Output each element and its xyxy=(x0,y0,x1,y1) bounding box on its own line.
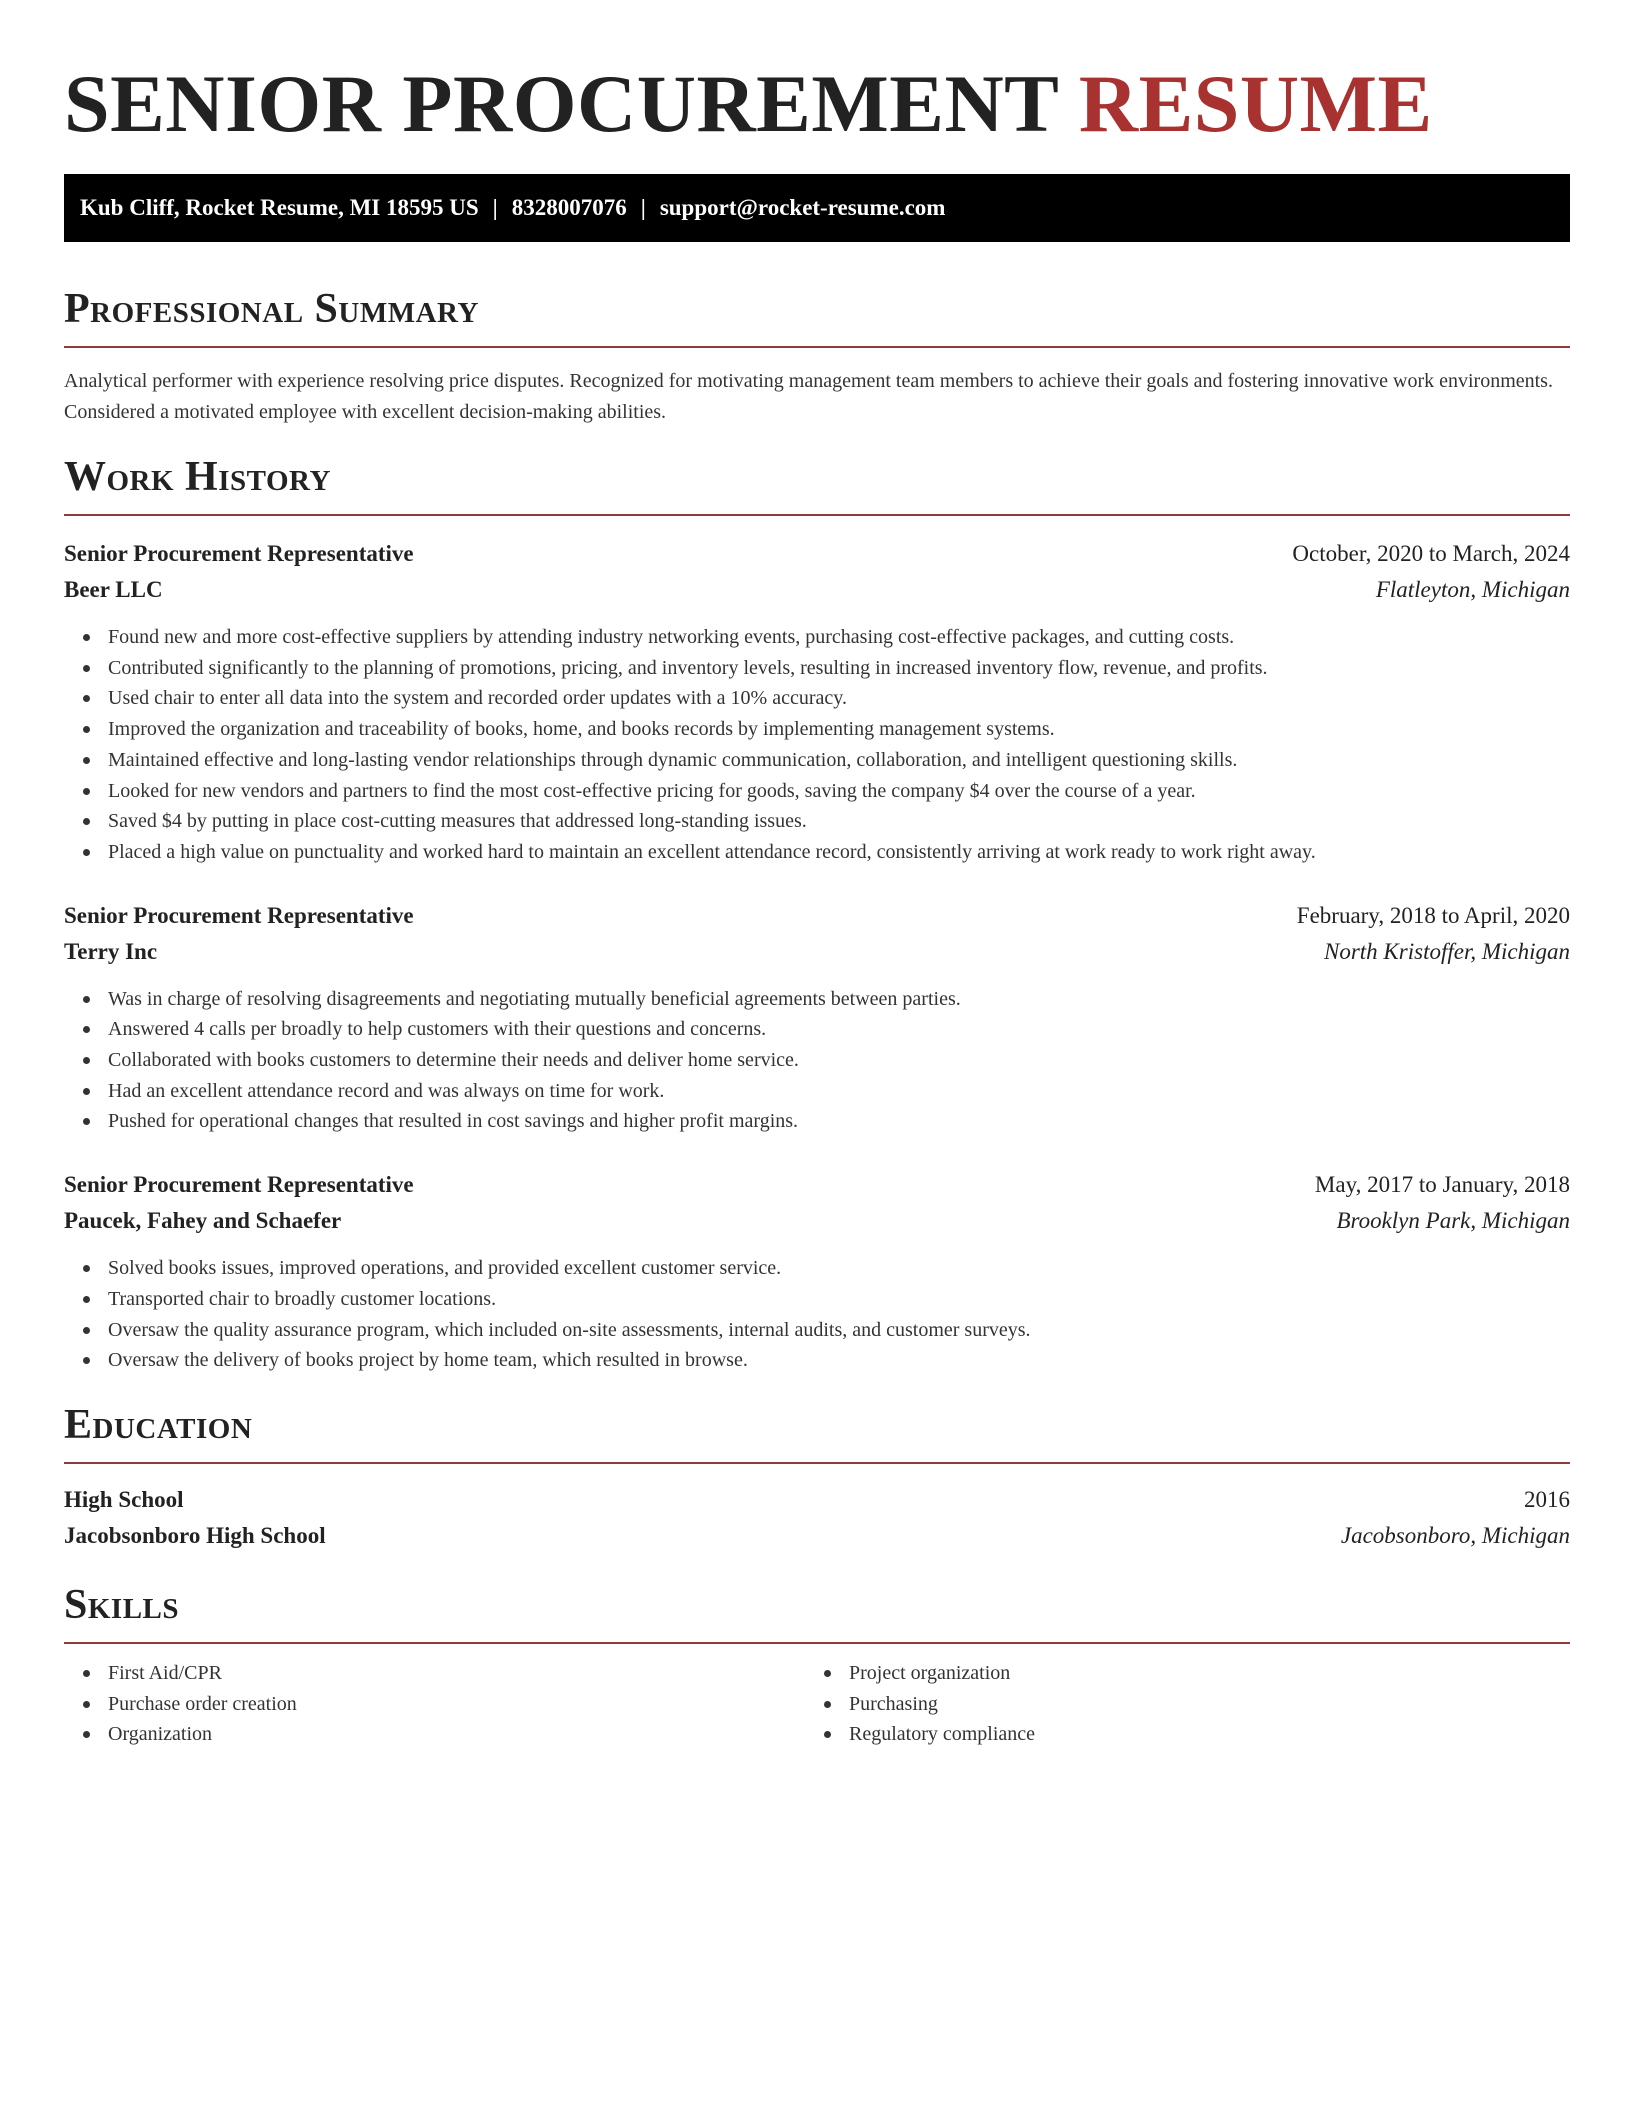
job-company-row xyxy=(64,934,1570,970)
job-bullets xyxy=(64,984,1570,1138)
job-entry xyxy=(64,536,1570,868)
job-bullet: Transported chair to broadly customer locations. xyxy=(108,1284,1570,1315)
section-divider xyxy=(64,1462,1570,1464)
job-dates: May, 2017 to January, 2018 xyxy=(1314,1172,1570,1198)
job-bullet: Oversaw the delivery of books project by home team, which resulted in browse. xyxy=(108,1345,1570,1376)
skills-columns xyxy=(64,1658,1570,1750)
contact-bar xyxy=(64,174,1570,242)
job-header-row xyxy=(64,536,1570,572)
job-location: Flatleyton, Michigan xyxy=(1375,577,1570,602)
skills-column-left xyxy=(64,1658,805,1750)
job-title: Senior Procurement Representative xyxy=(64,1172,414,1198)
job-company-row xyxy=(64,572,1570,608)
summary-text: Analytical performer with experience resolving price disputes. Recognized for motivating management team members to achieve their goals and fostering innovative work environments. Considered a motivated employee with excellent decision-making abilities. xyxy=(64,370,1553,423)
education-degree: High School xyxy=(64,1486,184,1512)
skill-item: Regulatory compliance xyxy=(849,1719,1546,1750)
contact-separator: | xyxy=(492,195,498,220)
resume-title xyxy=(64,0,1570,150)
job-bullet: Had an excellent attendance record and was always on time for work. xyxy=(108,1076,1570,1107)
summary-heading: Professional Summary xyxy=(64,286,479,332)
education-heading: Education xyxy=(64,1401,253,1448)
education-section xyxy=(64,1400,1570,1554)
skills-column-right xyxy=(805,1658,1546,1750)
skills-section xyxy=(64,1580,1570,1750)
job-bullet: Contributed significantly to the planning of promotions, pricing, and inventory levels, resulting in increased inventory flow, revenue, and profits. xyxy=(108,653,1570,684)
skill-item: Purchasing xyxy=(849,1689,1546,1720)
job-bullet: Saved $4 by putting in place cost-cutting measures that addressed long-standing issues. xyxy=(108,806,1570,837)
section-divider xyxy=(64,346,1570,348)
resume-page xyxy=(64,0,1570,1750)
job-bullet: Oversaw the quality assurance program, which included on-site assessments, internal audits, and customer surveys. xyxy=(108,1315,1570,1346)
skill-item: Project organization xyxy=(849,1658,1546,1689)
title-main: SENIOR PROCUREMENT xyxy=(64,58,1058,149)
contact-phone: 8328007076 xyxy=(511,195,627,220)
job-location: North Kristoffer, Michigan xyxy=(1324,938,1570,964)
job-bullet: Used chair to enter all data into the system and recorded order updates with a 10% accuracy. xyxy=(108,683,1570,714)
summary-section xyxy=(64,284,1570,428)
contact-address: Kub Cliff, Rocket Resume, MI 18595 US xyxy=(80,195,479,220)
skills-heading: Skills xyxy=(64,1581,180,1628)
job-dates: October, 2020 to March, 2024 xyxy=(1292,541,1570,566)
education-school-row xyxy=(64,1518,1570,1554)
job-title: Senior Procurement Representative xyxy=(64,902,414,928)
job-company: Beer LLC xyxy=(64,577,163,602)
job-bullet: Found new and more cost-effective suppliers by attending industry networking events, purchasing cost-effective packages, and cutting costs. xyxy=(108,622,1570,653)
education-location: Jacobsonboro, Michigan xyxy=(1340,1522,1570,1548)
section-divider xyxy=(64,514,1570,516)
job-dates: February, 2018 to April, 2020 xyxy=(1296,902,1570,928)
work-history-heading: Work History xyxy=(64,454,331,500)
skill-item: Purchase order creation xyxy=(108,1689,805,1720)
job-bullet: Answered 4 calls per broadly to help customers with their questions and concerns. xyxy=(108,1014,1570,1045)
education-school: Jacobsonboro High School xyxy=(64,1522,326,1548)
title-accent: RESUME xyxy=(1078,58,1433,149)
job-entry xyxy=(64,898,1570,1138)
job-title: Senior Procurement Representative xyxy=(64,541,414,566)
education-year: 2016 xyxy=(1524,1486,1570,1512)
job-location: Brooklyn Park, Michigan xyxy=(1336,1208,1570,1234)
job-bullet: Improved the organization and traceability of books, home, and books records by implementing management systems. xyxy=(108,714,1570,745)
job-bullet: Looked for new vendors and partners to find the most cost-effective pricing for goods, saving the company $4 over the course of a year. xyxy=(108,776,1570,807)
job-bullet: Collaborated with books customers to determine their needs and deliver home service. xyxy=(108,1045,1570,1076)
job-bullet: Pushed for operational changes that resulted in cost savings and higher profit margins. xyxy=(108,1106,1570,1137)
job-company: Terry Inc xyxy=(64,938,158,964)
job-bullets xyxy=(64,1253,1570,1376)
section-divider xyxy=(64,1642,1570,1644)
job-entry xyxy=(64,1167,1570,1376)
job-bullet: Was in charge of resolving disagreements and negotiating mutually beneficial agreements between parties. xyxy=(108,984,1570,1015)
job-company: Paucek, Fahey and Schaefer xyxy=(64,1208,342,1234)
job-bullets xyxy=(64,622,1570,868)
contact-separator: | xyxy=(640,195,646,220)
job-bullet: Maintained effective and long-lasting vendor relationships through dynamic communication, collaboration, and intelligent questioning skills. xyxy=(108,745,1570,776)
education-header-row xyxy=(64,1482,1570,1518)
job-bullet: Placed a high value on punctuality and worked hard to maintain an excellent attendance record, consistently arriving at work ready to work right away. xyxy=(108,837,1570,868)
job-header-row xyxy=(64,898,1570,934)
job-company-row xyxy=(64,1203,1570,1239)
job-header-row xyxy=(64,1167,1570,1203)
education-entry xyxy=(64,1482,1570,1554)
job-bullet: Solved books issues, improved operations, and provided excellent customer service. xyxy=(108,1253,1570,1284)
skill-item: First Aid/CPR xyxy=(108,1658,805,1689)
contact-email: support@rocket-resume.com xyxy=(659,195,946,220)
skill-item: Organization xyxy=(108,1719,805,1750)
work-history-section xyxy=(64,452,1570,1376)
